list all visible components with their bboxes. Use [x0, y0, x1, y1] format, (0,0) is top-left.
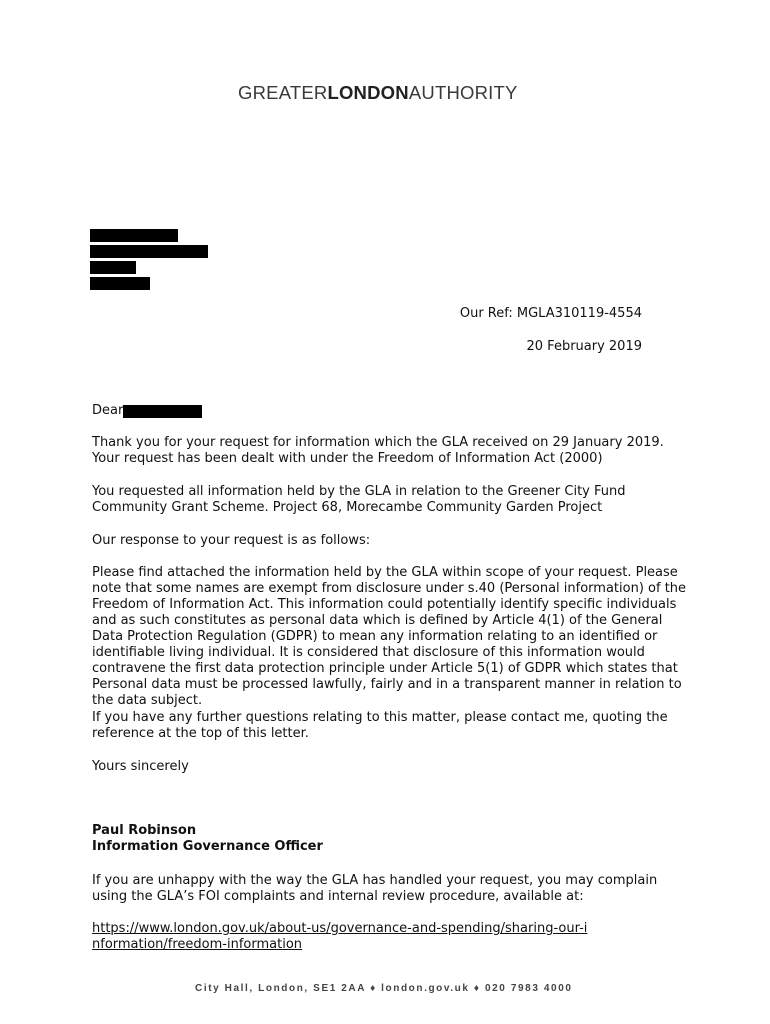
redacted-address-line-1 — [90, 229, 178, 242]
signature-block — [92, 823, 692, 855]
paragraph-response-intro: Our response to your request is as follows: — [92, 533, 371, 548]
salutation-text: Dear — [92, 403, 124, 418]
logo-greater: GREATER — [238, 82, 328, 103]
closing: Yours sincerely — [92, 759, 189, 774]
signer-name: Paul Robinson — [92, 823, 197, 838]
signer-title: Information Governance Officer — [92, 839, 323, 854]
foi-link[interactable]: https://www.london.gov.uk/about-us/governance-and-spending/sharing-our-information/freedom-information — [92, 921, 588, 952]
letter-date: 20 February 2019 — [526, 339, 642, 354]
paragraph-response-detail: Please find attached the information held by the GLA within scope of your request. Please note that some names are exempt from disclosure under s.40 (Personal information) of the Freedom of Information Act. This information could potentially identify specific individuals and as such constitutes as personal data which is defined by Article 4(1) of the General Data Protection Regulation (GDPR) to mean any information relating to an identified or identifiable living individual. It is considered that disclosure of this information would contravene the first data protection principle under Article 5(1) of GDPR which states that Personal data must be processed lawfully, fairly and in a transparent manner in relation to the data subject. — [92, 565, 687, 708]
footer-contact: City Hall, London, SE1 2AA ♦ london.gov.uk ♦ 020 7983 4000 — [195, 983, 573, 994]
redacted-recipient-name — [123, 405, 202, 418]
gla-logo — [238, 82, 518, 104]
redacted-address-line-4 — [90, 277, 150, 290]
our-reference: Our Ref: MGLA310119-4554 — [459, 306, 642, 321]
paragraph-further-questions: If you have any further questions relating to this matter, please contact me, quoting the reference at the top of this letter. — [92, 710, 668, 741]
paragraph-complaints: If you are unhappy with the way the GLA has handled your request, you may complain using the GLA’s FOI complaints and internal review procedure, available at: — [92, 873, 658, 904]
paragraph-request-received: Thank you for your request for information which the GLA received on 29 January 2019. Your request has been dealt with under the Freedom of Information Act (2000) — [92, 435, 664, 466]
paragraph-request-summary: You requested all information held by the GLA in relation to the Greener City Fund Community Grant Scheme. Project 68, Morecambe Community Garden Project — [92, 484, 626, 515]
redacted-address-line-2 — [90, 245, 208, 258]
logo-authority: AUTHORITY — [408, 82, 518, 103]
logo-london: LONDON — [327, 82, 409, 103]
redacted-address-line-3 — [90, 261, 136, 274]
foi-link-container — [92, 921, 592, 953]
